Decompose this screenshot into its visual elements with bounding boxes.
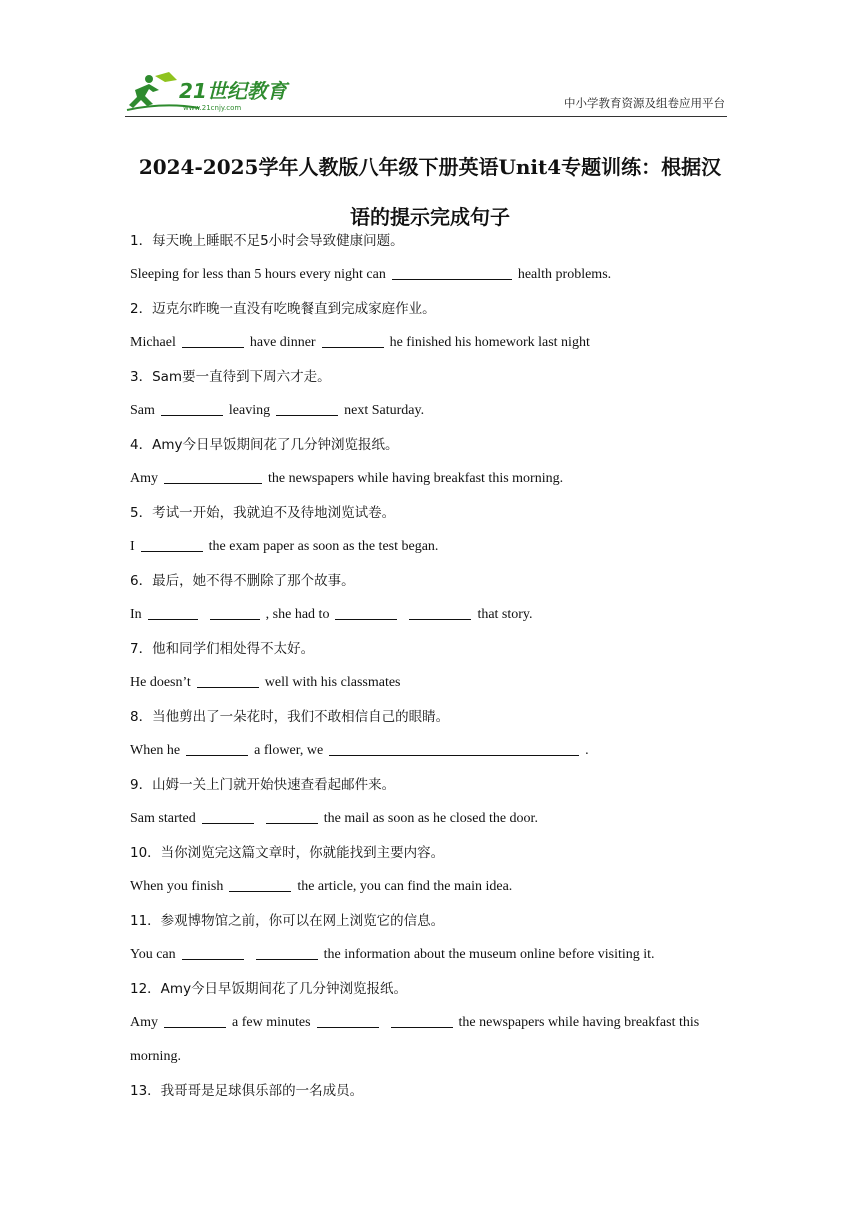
question-prompt: 7．他和同学们相处得不太好。 xyxy=(130,641,315,657)
logo-url: www.21cnjy.com xyxy=(183,104,242,112)
sentence-text: the information about the museum online before visiting it. xyxy=(323,947,655,962)
sentence-text: He doesn’t xyxy=(130,675,191,690)
answer-blank[interactable] xyxy=(266,809,318,824)
answer-blank[interactable] xyxy=(391,1013,453,1028)
sentence-text: When he xyxy=(130,743,181,758)
sentence-text: Amy xyxy=(130,1015,158,1030)
sentence-text: well with his classmates xyxy=(264,675,401,690)
answer-blank[interactable] xyxy=(186,741,248,756)
sentence-text: that story. xyxy=(477,607,533,622)
question-sentence xyxy=(130,802,730,836)
logo-text: 21世纪教育 xyxy=(179,79,287,103)
answer-blank[interactable] xyxy=(182,333,244,348)
sentence-text: You can xyxy=(130,947,176,962)
answer-blank[interactable] xyxy=(256,945,318,960)
answer-blank[interactable] xyxy=(229,877,291,892)
question-prompt: 6．最后，她不得不删除了那个故事。 xyxy=(130,573,355,589)
question-sentence xyxy=(130,394,730,428)
sentence-text: next Saturday. xyxy=(344,403,425,418)
logo-21cnjy xyxy=(125,70,295,114)
question-prompt: 13．我哥哥是足球俱乐部的一名成员。 xyxy=(130,1083,364,1099)
sentence-text: Amy xyxy=(130,471,158,486)
sentence-text: a flower, we xyxy=(254,743,324,758)
answer-blank[interactable] xyxy=(276,401,338,416)
question-prompt: 8．当他剪出了一朵花时，我们不敢相信自己的眼睛。 xyxy=(130,709,450,725)
question-sentence xyxy=(130,326,730,360)
question-sentence xyxy=(130,870,730,904)
answer-blank[interactable] xyxy=(197,673,259,688)
question-sentence xyxy=(130,462,730,496)
question-prompt: 4．Amy今日早饭期间花了几分钟浏览报纸。 xyxy=(130,437,399,453)
answer-blank[interactable] xyxy=(335,605,397,620)
sentence-text: the newspapers while having breakfast this morning. xyxy=(268,471,564,486)
title-line-2: 语的提示完成句子 xyxy=(350,205,510,229)
sentence-text: When you finish xyxy=(130,879,224,894)
answer-blank[interactable] xyxy=(148,605,198,620)
question-prompt: 5．考试一开始，我就迫不及待地浏览试卷。 xyxy=(130,505,396,521)
answer-blank[interactable] xyxy=(392,265,512,280)
answer-blank[interactable] xyxy=(161,401,223,416)
question-sentence xyxy=(130,734,730,768)
sentence-text: health problems. xyxy=(517,267,612,282)
question-prompt: 2．迈克尔昨晚一直没有吃晚餐直到完成家庭作业。 xyxy=(130,301,436,317)
answer-blank[interactable] xyxy=(164,1013,226,1028)
question-sentence-continued: morning. xyxy=(130,1049,181,1064)
sentence-text: In xyxy=(130,607,142,622)
question-prompt: 11．参观博物馆之前，你可以在网上浏览它的信息。 xyxy=(130,913,445,929)
sentence-text: leaving xyxy=(228,403,271,418)
question-sentence xyxy=(130,598,730,632)
answer-blank[interactable] xyxy=(317,1013,379,1028)
question-prompt: 3．Sam要一直待到下周六才走。 xyxy=(130,369,331,385)
sentence-text: he finished his homework last night xyxy=(389,335,590,350)
question-sentence xyxy=(130,258,730,292)
answer-blank[interactable] xyxy=(141,537,203,552)
title-line-1: 2024-2025学年人教版八年级下册英语Unit4专题训练：根据汉 xyxy=(138,155,722,179)
question-sentence xyxy=(130,1006,730,1040)
sentence-text: the mail as soon as he closed the door. xyxy=(323,811,538,826)
answer-blank[interactable] xyxy=(329,741,579,756)
question-sentence xyxy=(130,666,730,700)
answer-blank[interactable] xyxy=(202,809,254,824)
question-prompt: 12．Amy今日早饭期间花了几分钟浏览报纸。 xyxy=(130,981,408,997)
sentence-text: Sam xyxy=(130,403,155,418)
answer-blank[interactable] xyxy=(210,605,260,620)
question-prompt: 1．每天晚上睡眠不足5小时会导致健康问题。 xyxy=(130,233,404,249)
sentence-text: , she had to xyxy=(265,607,330,622)
answer-blank[interactable] xyxy=(182,945,244,960)
answer-blank[interactable] xyxy=(409,605,471,620)
question-sentence xyxy=(130,938,730,972)
answer-blank[interactable] xyxy=(164,469,262,484)
question-sentence xyxy=(130,530,730,564)
sentence-text: Sleeping for less than 5 hours every night can xyxy=(130,267,386,282)
sentence-text: Michael xyxy=(130,335,176,350)
sentence-text: a few minutes xyxy=(232,1015,311,1030)
sentence-text: the exam paper as soon as the test began. xyxy=(208,539,439,554)
platform-text: 中小学教育资源及组卷应用平台 xyxy=(564,96,725,110)
sentence-text: the article, you can find the main idea. xyxy=(297,879,513,894)
question-list xyxy=(130,224,730,1108)
sentence-text: the newspapers while having breakfast this xyxy=(458,1015,700,1030)
sentence-text: Sam started xyxy=(130,811,196,826)
answer-blank[interactable] xyxy=(322,333,384,348)
sentence-text: . xyxy=(585,743,589,758)
sentence-text: I xyxy=(130,539,135,554)
question-prompt: 10．当你浏览完这篇文章时，你就能找到主要内容。 xyxy=(130,845,445,861)
page-header xyxy=(125,66,727,117)
question-prompt: 9．山姆一关上门就开始快速查看起邮件来。 xyxy=(130,777,396,793)
sentence-text: have dinner xyxy=(249,335,316,350)
